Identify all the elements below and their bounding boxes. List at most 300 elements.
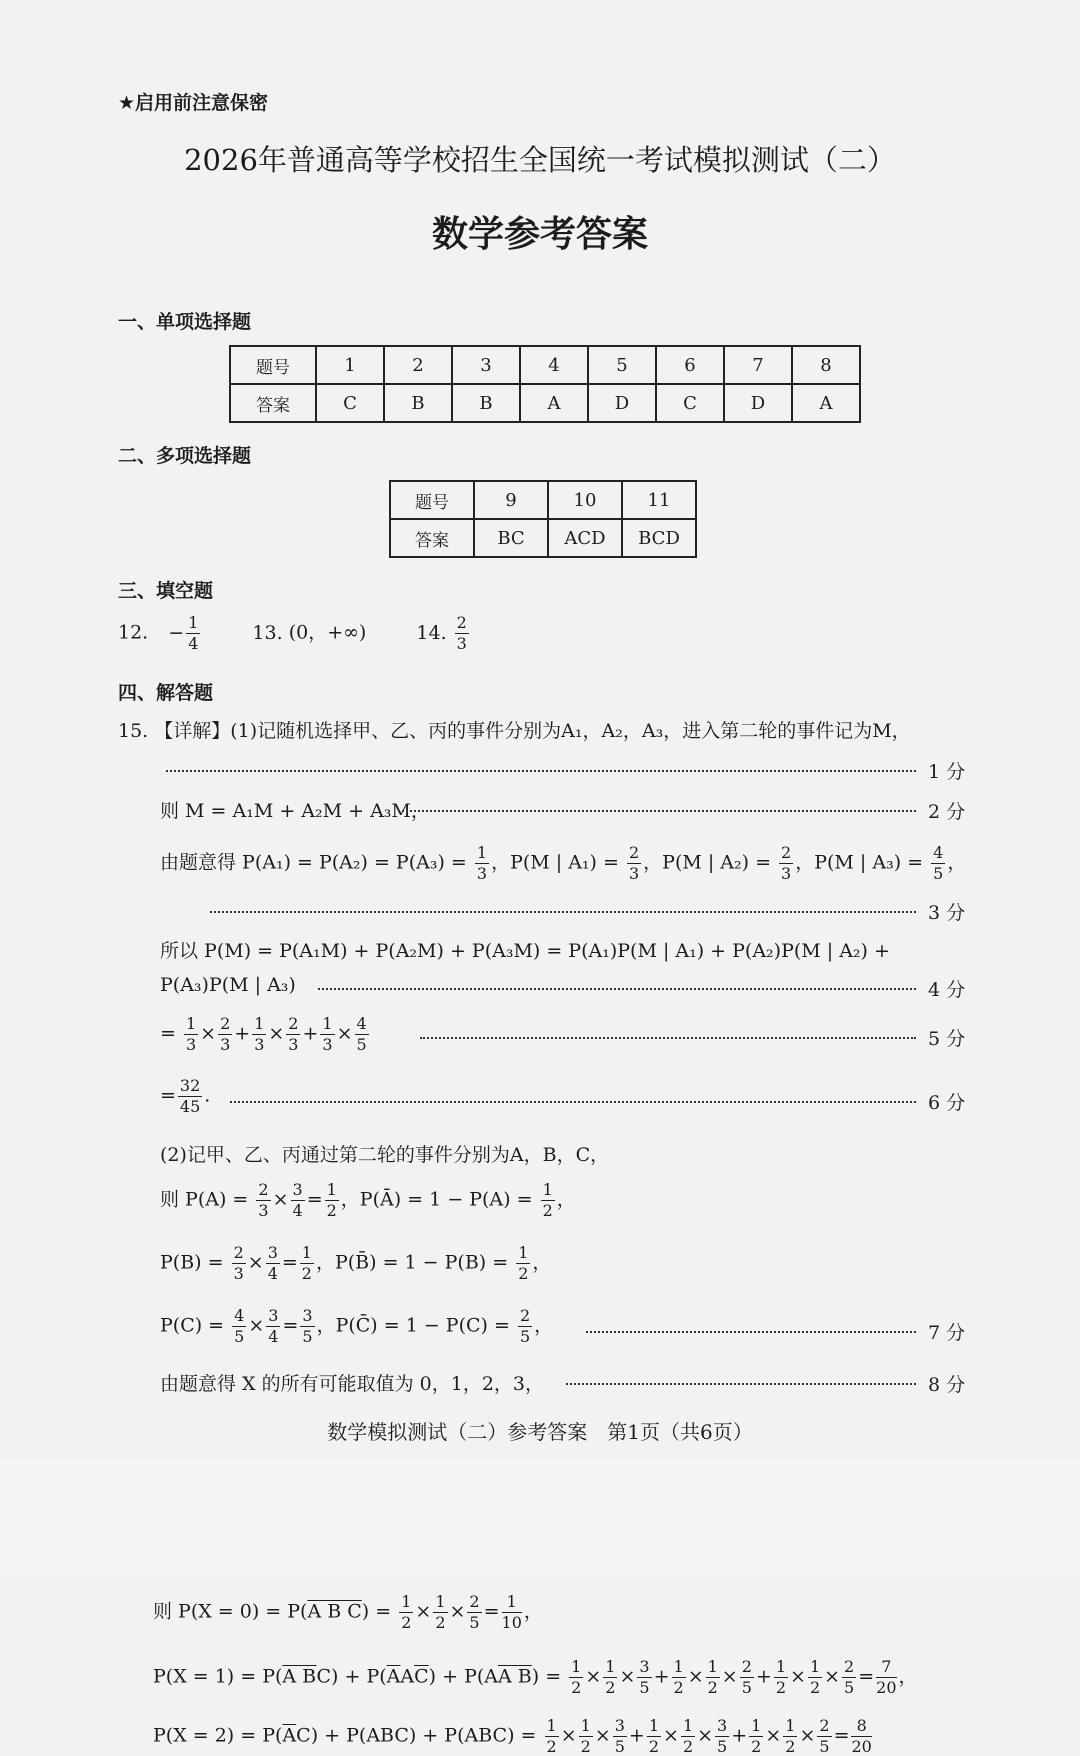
text-span: = [160,1084,176,1107]
solution-line [160,1182,576,1219]
text-span: ) + P( [331,1665,387,1688]
denominator: 2 [435,1613,446,1632]
text-span: ) + P( [408,1724,465,1747]
score-mark: 8 分 [928,1374,966,1396]
denominator: 4 [188,634,199,653]
denominator: 3 [628,864,640,883]
answer-cell: D [724,384,792,422]
text-span: × [594,1724,611,1747]
answer-cell: D [588,384,656,422]
text-span: ，P(B̄) = 1 − P(B) = [315,1251,509,1274]
confidential-note: ★启用前注意保密 [118,92,269,114]
answer-cell: ACD [548,519,622,557]
denominator: 2 [546,1737,557,1756]
question-number: 1 [316,346,384,384]
denominator: 5 [844,1678,855,1697]
fraction [842,1659,856,1696]
numerator: 2 [741,1657,752,1676]
denominator: 3 [288,1035,299,1054]
event-complement: $\overline{A}$ [282,1724,297,1747]
fraction [647,1718,661,1755]
table-row [230,384,860,422]
fraction [475,845,489,882]
fraction [817,1718,831,1755]
fraction [627,845,641,882]
denominator: 3 [781,864,792,883]
solution-line: P(A₃)P(M | A₃) [160,974,296,996]
numerator: 1 [775,1657,787,1676]
numerator: 1 [518,1243,529,1262]
text-span: × [619,1665,636,1688]
text-span: ) = [507,1724,537,1747]
event-complement: A B [498,1665,532,1688]
score-mark: 5 分 [928,1028,966,1050]
text-span: + [653,1665,670,1688]
denominator: 4 [268,1327,279,1346]
text-span: × [200,1022,217,1045]
text-span: ， [523,1600,543,1623]
denominator: 5 [234,1327,245,1346]
numerator: 2 [781,843,792,862]
numerator: 1 [571,1657,582,1676]
fraction [603,1659,617,1696]
answer-cell: C [656,384,724,422]
denominator: 5 [717,1737,728,1756]
denominator: 4 [267,1264,278,1283]
denominator: 3 [258,1201,269,1220]
event-complement: A B [282,1665,317,1688]
denominator: 10 [501,1613,522,1632]
denominator: 5 [469,1613,480,1632]
numerator: 1 [502,1594,522,1613]
fraction [291,1182,305,1219]
numerator: 1 [326,1180,337,1199]
numerator: 1 [682,1716,694,1735]
leader-dots [398,810,916,812]
leader-dots [586,1331,916,1333]
numerator: 2 [469,1592,480,1611]
solution-line [153,1659,918,1696]
text-span: ， [532,1251,552,1274]
numerator: 1 [435,1592,446,1611]
event-complement: $\overline{C}$ [414,1665,429,1688]
text-span: ，P(C̄) = 1 − P(C) = [316,1314,510,1337]
text-span: × [247,1251,264,1274]
q15-intro-text: 【详解】(1)记随机选择甲、乙、丙的事件分别为A₁，A₂，A₃，进入第二轮的事件记为M， [154,720,911,742]
text-span: × [687,1665,704,1688]
denominator: 3 [456,634,467,653]
fraction [783,1718,797,1755]
text-span: P(X = 1) = P( [153,1665,283,1688]
denominator: 5 [741,1678,752,1697]
score-mark: 7 分 [928,1322,966,1344]
text-span: = [282,1314,299,1337]
q14-label: 14. [416,621,447,644]
question-number: 5 [588,346,656,384]
fraction [266,1245,280,1282]
text-span: × [248,1314,265,1337]
denominator: 2 [682,1737,694,1756]
answer-cell: BC [474,519,548,557]
fraction [399,1594,413,1631]
single-choice-table [229,345,861,423]
q15-label: 15. [118,720,149,742]
numerator: 4 [234,1306,245,1325]
answer-cell: BCD [622,519,696,557]
fraction [681,1718,695,1755]
text-span: = [858,1665,875,1688]
leader-dots [166,770,916,772]
numerator: 1 [751,1716,762,1735]
fraction [218,1016,232,1053]
denominator: 3 [185,1035,197,1054]
question-number: 4 [520,346,588,384]
text-span: × [799,1724,816,1747]
text-span: × [790,1665,806,1688]
event: ABC [366,1724,409,1747]
text-span: × [560,1724,577,1747]
numerator: 1 [580,1716,591,1735]
numerator: 4 [933,843,944,862]
solution-line [160,1245,551,1282]
leader-dots [230,1101,916,1103]
leader-dots [318,988,916,990]
denominator: 2 [673,1678,684,1697]
fraction [541,1182,555,1219]
fraction [300,1245,314,1282]
leader-dots [210,911,916,913]
numerator: 1 [254,1014,265,1033]
text-span: = [306,1188,323,1211]
numerator: 1 [185,1014,197,1033]
text-span: ) = [361,1600,392,1623]
fraction [931,845,945,882]
denominator: 5 [519,1327,531,1346]
numerator: 2 [233,1243,244,1262]
answer-cell: B [384,384,452,422]
text-span: + [628,1724,645,1747]
page-title: 数学参考答案 [431,214,648,255]
numerator: 3 [268,1306,279,1325]
row-label: 答案 [390,519,474,557]
fraction [433,1594,447,1631]
fraction [320,1016,334,1053]
denominator: 2 [301,1264,312,1283]
fraction [325,1182,339,1219]
numerator: 1 [673,1657,684,1676]
text-span: × [272,1188,289,1211]
text-span: 由题意得 P(A₁) = P(A₂) = P(A₃) = [160,851,467,874]
denominator: 3 [254,1035,265,1054]
numerator: 1 [809,1657,821,1676]
fraction [715,1718,729,1755]
text-span: ，P(Ā) = 1 − P(A) = [340,1188,533,1211]
denominator: 45 [179,1097,201,1116]
denominator: 2 [571,1678,582,1697]
answer-cell: C [316,384,384,422]
numerator: 1 [322,1014,333,1033]
score-mark: 2 分 [928,801,966,823]
fraction [286,1016,300,1053]
multi-choice-table [389,480,697,558]
question-number: 6 [656,346,724,384]
score-mark: 1 分 [928,761,966,783]
fraction [808,1659,822,1696]
denominator: 3 [476,864,488,883]
denominator: 2 [542,1201,553,1220]
event: C [296,1724,311,1747]
numerator: 2 [288,1014,299,1033]
solution-line: 由题意得 X 的所有可能取值为 0，1，2，3， [160,1373,544,1395]
solution-line [160,1078,210,1115]
question-number: 7 [724,346,792,384]
text-span: ， [947,851,967,874]
score-mark: 3 分 [928,902,966,924]
text-span: × [663,1724,679,1747]
q13-label: 13. [252,621,283,644]
fraction [672,1659,686,1696]
fraction [266,1308,280,1345]
numerator: 1 [401,1592,412,1611]
denominator: 20 [851,1737,872,1756]
page-gap [0,1460,1080,1570]
solution-line: 则 M = A₁M + A₂M + A₃M， [160,800,430,822]
numerator: 2 [519,1306,531,1325]
numerator: 3 [302,1306,313,1325]
question-number: 2 [384,346,452,384]
fraction [569,1659,583,1696]
text-span: ，P(M | A₂) = [643,851,771,874]
text-span: × [415,1600,432,1623]
leader-dots [566,1383,916,1385]
fraction [613,1718,627,1755]
fraction [876,1659,896,1696]
numerator: 2 [258,1180,269,1199]
numerator: 3 [292,1180,303,1199]
fraction [518,1308,532,1345]
text-span: 则 P(A) = [160,1188,249,1211]
solution-line: 所以 P(M) = P(A₁M) + P(A₂M) + P(A₃M) = P(A₁)P(M | A₁) + P(A₂)P(M | A₂) + [160,940,890,962]
fraction [516,1245,530,1282]
fraction [749,1718,763,1755]
fraction [851,1718,871,1755]
q12-sign: − [168,621,185,644]
numerator: 1 [648,1716,660,1735]
row-label: 答案 [230,384,316,422]
denominator: 3 [233,1264,244,1283]
text-span: × [765,1724,782,1747]
denominator: 2 [401,1613,412,1632]
numerator: 3 [267,1243,278,1262]
denominator: 2 [809,1678,821,1697]
solution-line [153,1594,543,1631]
event: C [316,1665,332,1688]
answer-cell: B [452,384,520,422]
text-span: ) + P( [310,1724,367,1747]
fraction [467,1594,481,1631]
fraction [774,1659,788,1696]
numerator: 2 [456,613,467,632]
table-row [390,519,696,557]
text-span: × [449,1600,466,1623]
numerator: 2 [220,1014,231,1033]
fraction [232,1308,246,1345]
q13-value: (0，+∞) [288,621,367,644]
fraction [740,1659,754,1696]
text-span: ) = [531,1665,562,1688]
fraction [232,1245,246,1282]
denominator: 5 [639,1678,650,1697]
text-span: + [302,1022,319,1045]
text-span: P(C) = [160,1314,225,1337]
text-span: = [483,1600,500,1623]
text-span: ) + P( [428,1665,485,1688]
event-complement: A B C [307,1600,362,1623]
denominator: 5 [302,1327,313,1346]
q15-intro [118,716,911,743]
text-span: × [721,1665,738,1688]
score-mark: 6 分 [928,1092,966,1114]
text-span: × [824,1665,841,1688]
denominator: 2 [775,1678,787,1697]
denominator: 5 [819,1737,830,1756]
text-span: + [234,1022,251,1045]
fraction [706,1659,720,1696]
numerator: 1 [542,1180,553,1199]
fraction [256,1182,270,1219]
text-span: ， [556,1188,576,1211]
fraction [579,1718,593,1755]
numerator: 3 [639,1657,650,1676]
fraction [252,1016,266,1053]
section-single-choice: 一、单项选择题 [118,311,252,333]
text-span: ， [534,1314,554,1337]
question-number: 9 [474,481,548,519]
solution-line [160,1016,371,1053]
question-number: 10 [548,481,622,519]
table-row [230,346,860,384]
denominator: 4 [292,1201,303,1220]
text-span: × [585,1665,602,1688]
denominator: 3 [322,1035,333,1054]
fraction [355,1016,369,1053]
denominator: 2 [580,1737,591,1756]
numerator: 1 [188,613,199,632]
text-span: P(B) = [160,1251,224,1274]
text-span: ，P(M | A₃) = [795,851,924,874]
numerator: 1 [301,1243,312,1262]
denominator: 2 [648,1737,660,1756]
numerator: 3 [614,1716,625,1735]
event: ABC [464,1724,508,1747]
denominator: 2 [518,1264,529,1283]
numerator: 32 [179,1076,201,1095]
denominator: 2 [326,1201,337,1220]
numerator: 7 [876,1659,896,1678]
event: A [400,1665,415,1688]
fraction [502,1594,522,1631]
denominator: 5 [614,1737,625,1756]
fill-answers [118,615,471,652]
question-number: 8 [792,346,860,384]
text-span: × [336,1022,353,1045]
numerator: 1 [785,1716,796,1735]
q12-label: 12. [118,621,149,644]
solution-line [153,1718,874,1755]
text-span: ， [898,1665,918,1688]
text-span: + [731,1724,748,1747]
fraction [300,1308,314,1345]
section-fill-blank: 三、填空题 [118,580,214,602]
numerator: 2 [844,1657,855,1676]
fraction [637,1659,651,1696]
text-span: × [268,1022,285,1045]
question-number: 3 [452,346,520,384]
fraction [178,1078,202,1115]
numerator: 8 [851,1718,871,1737]
text-span: + [755,1665,772,1688]
answer-cell: A [792,384,860,422]
question-number: 11 [622,481,696,519]
row-label: 题号 [230,346,316,384]
denominator: 2 [785,1737,796,1756]
numerator: 1 [476,843,488,862]
text-span: = [160,1022,176,1045]
score-mark: 4 分 [928,979,966,1001]
denominator: 5 [356,1035,367,1054]
event: A [484,1665,499,1688]
text-span: = [833,1724,850,1747]
numerator: 1 [707,1657,718,1676]
denominator: 5 [933,864,944,883]
q12-fraction [186,615,200,652]
solution-line: (2)记甲、乙、丙通过第二轮的事件分别为A，B，C， [160,1144,610,1166]
event-complement: $\overline{A}$ [386,1665,401,1688]
answer-cell: A [520,384,588,422]
fraction [184,1016,198,1053]
numerator: 3 [717,1716,728,1735]
q14-fraction [455,615,469,652]
text-span: . [204,1084,211,1107]
denominator: 2 [707,1678,718,1697]
solution-line [160,845,966,882]
text-span: × [697,1724,714,1747]
text-span: 则 P(X = 0) = P( [153,1600,308,1623]
page-footer: 数学模拟测试（二）参考答案 第1页（共6页） [327,1420,753,1444]
numerator: 1 [546,1716,557,1735]
numerator: 2 [628,843,640,862]
section-multi-choice: 二、多项选择题 [118,445,252,467]
row-label: 题号 [390,481,474,519]
fraction [545,1718,559,1755]
leader-dots [420,1037,916,1039]
denominator: 2 [751,1737,762,1756]
denominator: 2 [605,1678,616,1697]
numerator: 2 [819,1716,830,1735]
denominator: 20 [876,1678,897,1697]
solution-line [160,1308,553,1345]
denominator: 3 [220,1035,231,1054]
text-span: ，P(M | A₁) = [491,851,619,874]
numerator: 1 [605,1657,616,1676]
table-row [390,481,696,519]
numerator: 4 [356,1014,367,1033]
text-span: P(X = 2) = P( [153,1724,283,1747]
section-solutions: 四、解答题 [118,682,214,704]
exam-title: 2026年普通高等学校招生全国统一考试模拟测试（二） [184,143,896,177]
text-span: = [281,1251,298,1274]
fraction [779,845,793,882]
